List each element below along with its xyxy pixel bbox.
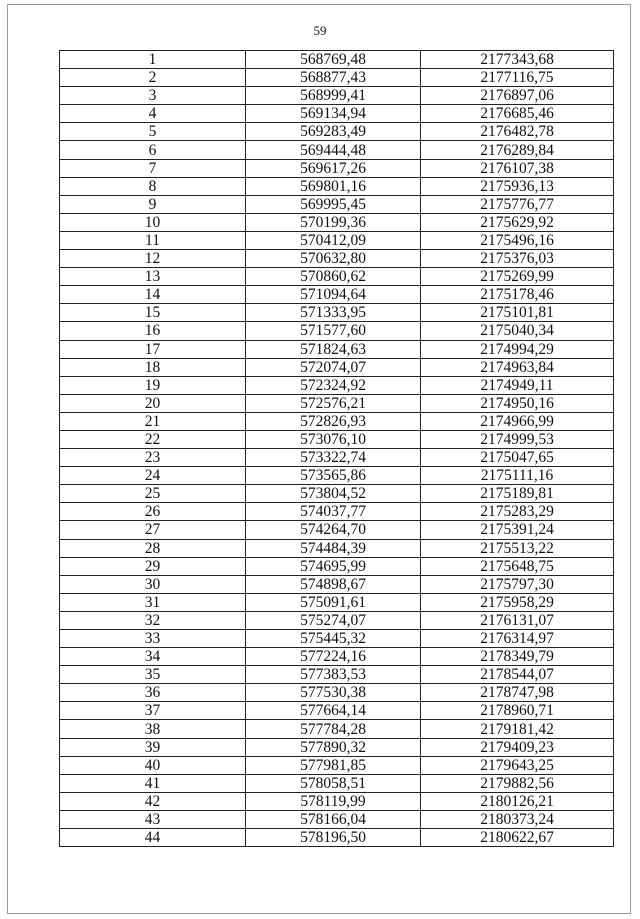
point-number-cell: 30 (60, 575, 246, 593)
y-coordinate-cell: 2175797,30 (421, 575, 614, 593)
y-coordinate-cell: 2175283,29 (421, 503, 614, 521)
y-coordinate-cell: 2175513,22 (421, 539, 614, 557)
point-number-cell: 38 (60, 720, 246, 738)
table-row (60, 105, 614, 123)
x-coordinate-cell: 573804,52 (246, 485, 421, 503)
table-row (60, 829, 614, 847)
table-row (60, 467, 614, 485)
y-coordinate-cell: 2175648,75 (421, 557, 614, 575)
table-row (60, 394, 614, 412)
x-coordinate-cell: 571824,63 (246, 340, 421, 358)
x-coordinate-cell: 578119,99 (246, 792, 421, 810)
table-row (60, 521, 614, 539)
y-coordinate-cell: 2176107,38 (421, 159, 614, 177)
y-coordinate-cell: 2175496,16 (421, 231, 614, 249)
point-number-cell: 42 (60, 792, 246, 810)
y-coordinate-cell: 2177343,68 (421, 51, 614, 69)
table-row (60, 376, 614, 394)
table-row (60, 123, 614, 141)
table-row (60, 159, 614, 177)
table-row (60, 666, 614, 684)
table-row (60, 51, 614, 69)
point-number-cell: 35 (60, 666, 246, 684)
table-row (60, 412, 614, 430)
table-row (60, 69, 614, 87)
x-coordinate-cell: 573322,74 (246, 449, 421, 467)
x-coordinate-cell: 568999,41 (246, 87, 421, 105)
x-coordinate-cell: 570412,09 (246, 231, 421, 249)
x-coordinate-cell: 570860,62 (246, 268, 421, 286)
table-row (60, 593, 614, 611)
y-coordinate-cell: 2180622,67 (421, 829, 614, 847)
y-coordinate-cell: 2176131,07 (421, 611, 614, 629)
y-coordinate-cell: 2175629,92 (421, 213, 614, 231)
x-coordinate-cell: 575091,61 (246, 593, 421, 611)
y-coordinate-cell: 2177116,75 (421, 69, 614, 87)
coordinates-table-body (60, 51, 614, 847)
x-coordinate-cell: 578196,50 (246, 829, 421, 847)
table-row (60, 539, 614, 557)
y-coordinate-cell: 2176314,97 (421, 630, 614, 648)
point-number-cell: 14 (60, 286, 246, 304)
x-coordinate-cell: 577784,28 (246, 720, 421, 738)
y-coordinate-cell: 2175047,65 (421, 449, 614, 467)
y-coordinate-cell: 2175391,24 (421, 521, 614, 539)
point-number-cell: 41 (60, 774, 246, 792)
table-row (60, 304, 614, 322)
table-row (60, 195, 614, 213)
x-coordinate-cell: 577224,16 (246, 648, 421, 666)
table-row (60, 449, 614, 467)
y-coordinate-cell: 2178747,98 (421, 684, 614, 702)
point-number-cell: 25 (60, 485, 246, 503)
x-coordinate-cell: 572074,07 (246, 358, 421, 376)
point-number-cell: 39 (60, 738, 246, 756)
table-row (60, 430, 614, 448)
point-number-cell: 15 (60, 304, 246, 322)
x-coordinate-cell: 569995,45 (246, 195, 421, 213)
point-number-cell: 23 (60, 449, 246, 467)
x-coordinate-cell: 568877,43 (246, 69, 421, 87)
x-coordinate-cell: 572576,21 (246, 394, 421, 412)
y-coordinate-cell: 2174994,29 (421, 340, 614, 358)
x-coordinate-cell: 569801,16 (246, 177, 421, 195)
point-number-cell: 24 (60, 467, 246, 485)
coordinates-table (59, 50, 614, 847)
y-coordinate-cell: 2178960,71 (421, 702, 614, 720)
x-coordinate-cell: 572324,92 (246, 376, 421, 394)
x-coordinate-cell: 569283,49 (246, 123, 421, 141)
y-coordinate-cell: 2180373,24 (421, 810, 614, 828)
point-number-cell: 31 (60, 593, 246, 611)
y-coordinate-cell: 2175101,81 (421, 304, 614, 322)
x-coordinate-cell: 574898,67 (246, 575, 421, 593)
x-coordinate-cell: 574264,70 (246, 521, 421, 539)
y-coordinate-cell: 2175040,34 (421, 322, 614, 340)
point-number-cell: 4 (60, 105, 246, 123)
y-coordinate-cell: 2180126,21 (421, 792, 614, 810)
point-number-cell: 16 (60, 322, 246, 340)
point-number-cell: 19 (60, 376, 246, 394)
point-number-cell: 10 (60, 213, 246, 231)
x-coordinate-cell: 571094,64 (246, 286, 421, 304)
x-coordinate-cell: 571577,60 (246, 322, 421, 340)
table-row (60, 684, 614, 702)
y-coordinate-cell: 2175958,29 (421, 593, 614, 611)
y-coordinate-cell: 2178349,79 (421, 648, 614, 666)
x-coordinate-cell: 574695,99 (246, 557, 421, 575)
y-coordinate-cell: 2174966,99 (421, 412, 614, 430)
point-number-cell: 37 (60, 702, 246, 720)
table-row (60, 503, 614, 521)
point-number-cell: 34 (60, 648, 246, 666)
point-number-cell: 9 (60, 195, 246, 213)
x-coordinate-cell: 575445,32 (246, 630, 421, 648)
table-row (60, 648, 614, 666)
y-coordinate-cell: 2176685,46 (421, 105, 614, 123)
x-coordinate-cell: 569444,48 (246, 141, 421, 159)
y-coordinate-cell: 2174963,84 (421, 358, 614, 376)
table-row (60, 286, 614, 304)
point-number-cell: 2 (60, 69, 246, 87)
y-coordinate-cell: 2174949,11 (421, 376, 614, 394)
x-coordinate-cell: 569617,26 (246, 159, 421, 177)
table-row (60, 557, 614, 575)
y-coordinate-cell: 2176897,06 (421, 87, 614, 105)
point-number-cell: 6 (60, 141, 246, 159)
x-coordinate-cell: 569134,94 (246, 105, 421, 123)
x-coordinate-cell: 568769,48 (246, 51, 421, 69)
x-coordinate-cell: 577383,53 (246, 666, 421, 684)
table-row (60, 810, 614, 828)
point-number-cell: 11 (60, 231, 246, 249)
point-number-cell: 36 (60, 684, 246, 702)
point-number-cell: 20 (60, 394, 246, 412)
table-row (60, 322, 614, 340)
x-coordinate-cell: 574484,39 (246, 539, 421, 557)
table-row (60, 756, 614, 774)
point-number-cell: 18 (60, 358, 246, 376)
point-number-cell: 29 (60, 557, 246, 575)
table-row (60, 250, 614, 268)
point-number-cell: 12 (60, 250, 246, 268)
y-coordinate-cell: 2175936,13 (421, 177, 614, 195)
y-coordinate-cell: 2176289,84 (421, 141, 614, 159)
y-coordinate-cell: 2179181,42 (421, 720, 614, 738)
point-number-cell: 33 (60, 630, 246, 648)
y-coordinate-cell: 2174999,53 (421, 430, 614, 448)
table-row (60, 231, 614, 249)
y-coordinate-cell: 2179882,56 (421, 774, 614, 792)
point-number-cell: 28 (60, 539, 246, 557)
table-row (60, 141, 614, 159)
point-number-cell: 7 (60, 159, 246, 177)
x-coordinate-cell: 578166,04 (246, 810, 421, 828)
table-row (60, 268, 614, 286)
point-number-cell: 17 (60, 340, 246, 358)
x-coordinate-cell: 573076,10 (246, 430, 421, 448)
page-number: 59 (313, 23, 327, 38)
x-coordinate-cell: 574037,77 (246, 503, 421, 521)
point-number-cell: 8 (60, 177, 246, 195)
table-row (60, 611, 614, 629)
x-coordinate-cell: 577890,32 (246, 738, 421, 756)
x-coordinate-cell: 577981,85 (246, 756, 421, 774)
x-coordinate-cell: 570199,36 (246, 213, 421, 231)
y-coordinate-cell: 2176482,78 (421, 123, 614, 141)
y-coordinate-cell: 2175111,16 (421, 467, 614, 485)
table-row (60, 340, 614, 358)
x-coordinate-cell: 577530,38 (246, 684, 421, 702)
point-number-cell: 40 (60, 756, 246, 774)
table-row (60, 702, 614, 720)
x-coordinate-cell: 575274,07 (246, 611, 421, 629)
y-coordinate-cell: 2175189,81 (421, 485, 614, 503)
y-coordinate-cell: 2179643,25 (421, 756, 614, 774)
point-number-cell: 13 (60, 268, 246, 286)
table-row (60, 358, 614, 376)
point-number-cell: 1 (60, 51, 246, 69)
table-row (60, 738, 614, 756)
x-coordinate-cell: 578058,51 (246, 774, 421, 792)
y-coordinate-cell: 2175376,03 (421, 250, 614, 268)
table-row (60, 774, 614, 792)
y-coordinate-cell: 2175178,46 (421, 286, 614, 304)
y-coordinate-cell: 2178544,07 (421, 666, 614, 684)
table-row (60, 87, 614, 105)
table-row (60, 177, 614, 195)
y-coordinate-cell: 2175269,99 (421, 268, 614, 286)
point-number-cell: 21 (60, 412, 246, 430)
table-row (60, 485, 614, 503)
x-coordinate-cell: 573565,86 (246, 467, 421, 485)
x-coordinate-cell: 570632,80 (246, 250, 421, 268)
y-coordinate-cell: 2175776,77 (421, 195, 614, 213)
x-coordinate-cell: 577664,14 (246, 702, 421, 720)
point-number-cell: 3 (60, 87, 246, 105)
point-number-cell: 32 (60, 611, 246, 629)
point-number-cell: 27 (60, 521, 246, 539)
y-coordinate-cell: 2179409,23 (421, 738, 614, 756)
table-row (60, 630, 614, 648)
point-number-cell: 43 (60, 810, 246, 828)
point-number-cell: 22 (60, 430, 246, 448)
point-number-cell: 5 (60, 123, 246, 141)
table-row (60, 792, 614, 810)
table-row (60, 213, 614, 231)
table-row (60, 575, 614, 593)
point-number-cell: 44 (60, 829, 246, 847)
x-coordinate-cell: 571333,95 (246, 304, 421, 322)
point-number-cell: 26 (60, 503, 246, 521)
y-coordinate-cell: 2174950,16 (421, 394, 614, 412)
x-coordinate-cell: 572826,93 (246, 412, 421, 430)
table-row (60, 720, 614, 738)
